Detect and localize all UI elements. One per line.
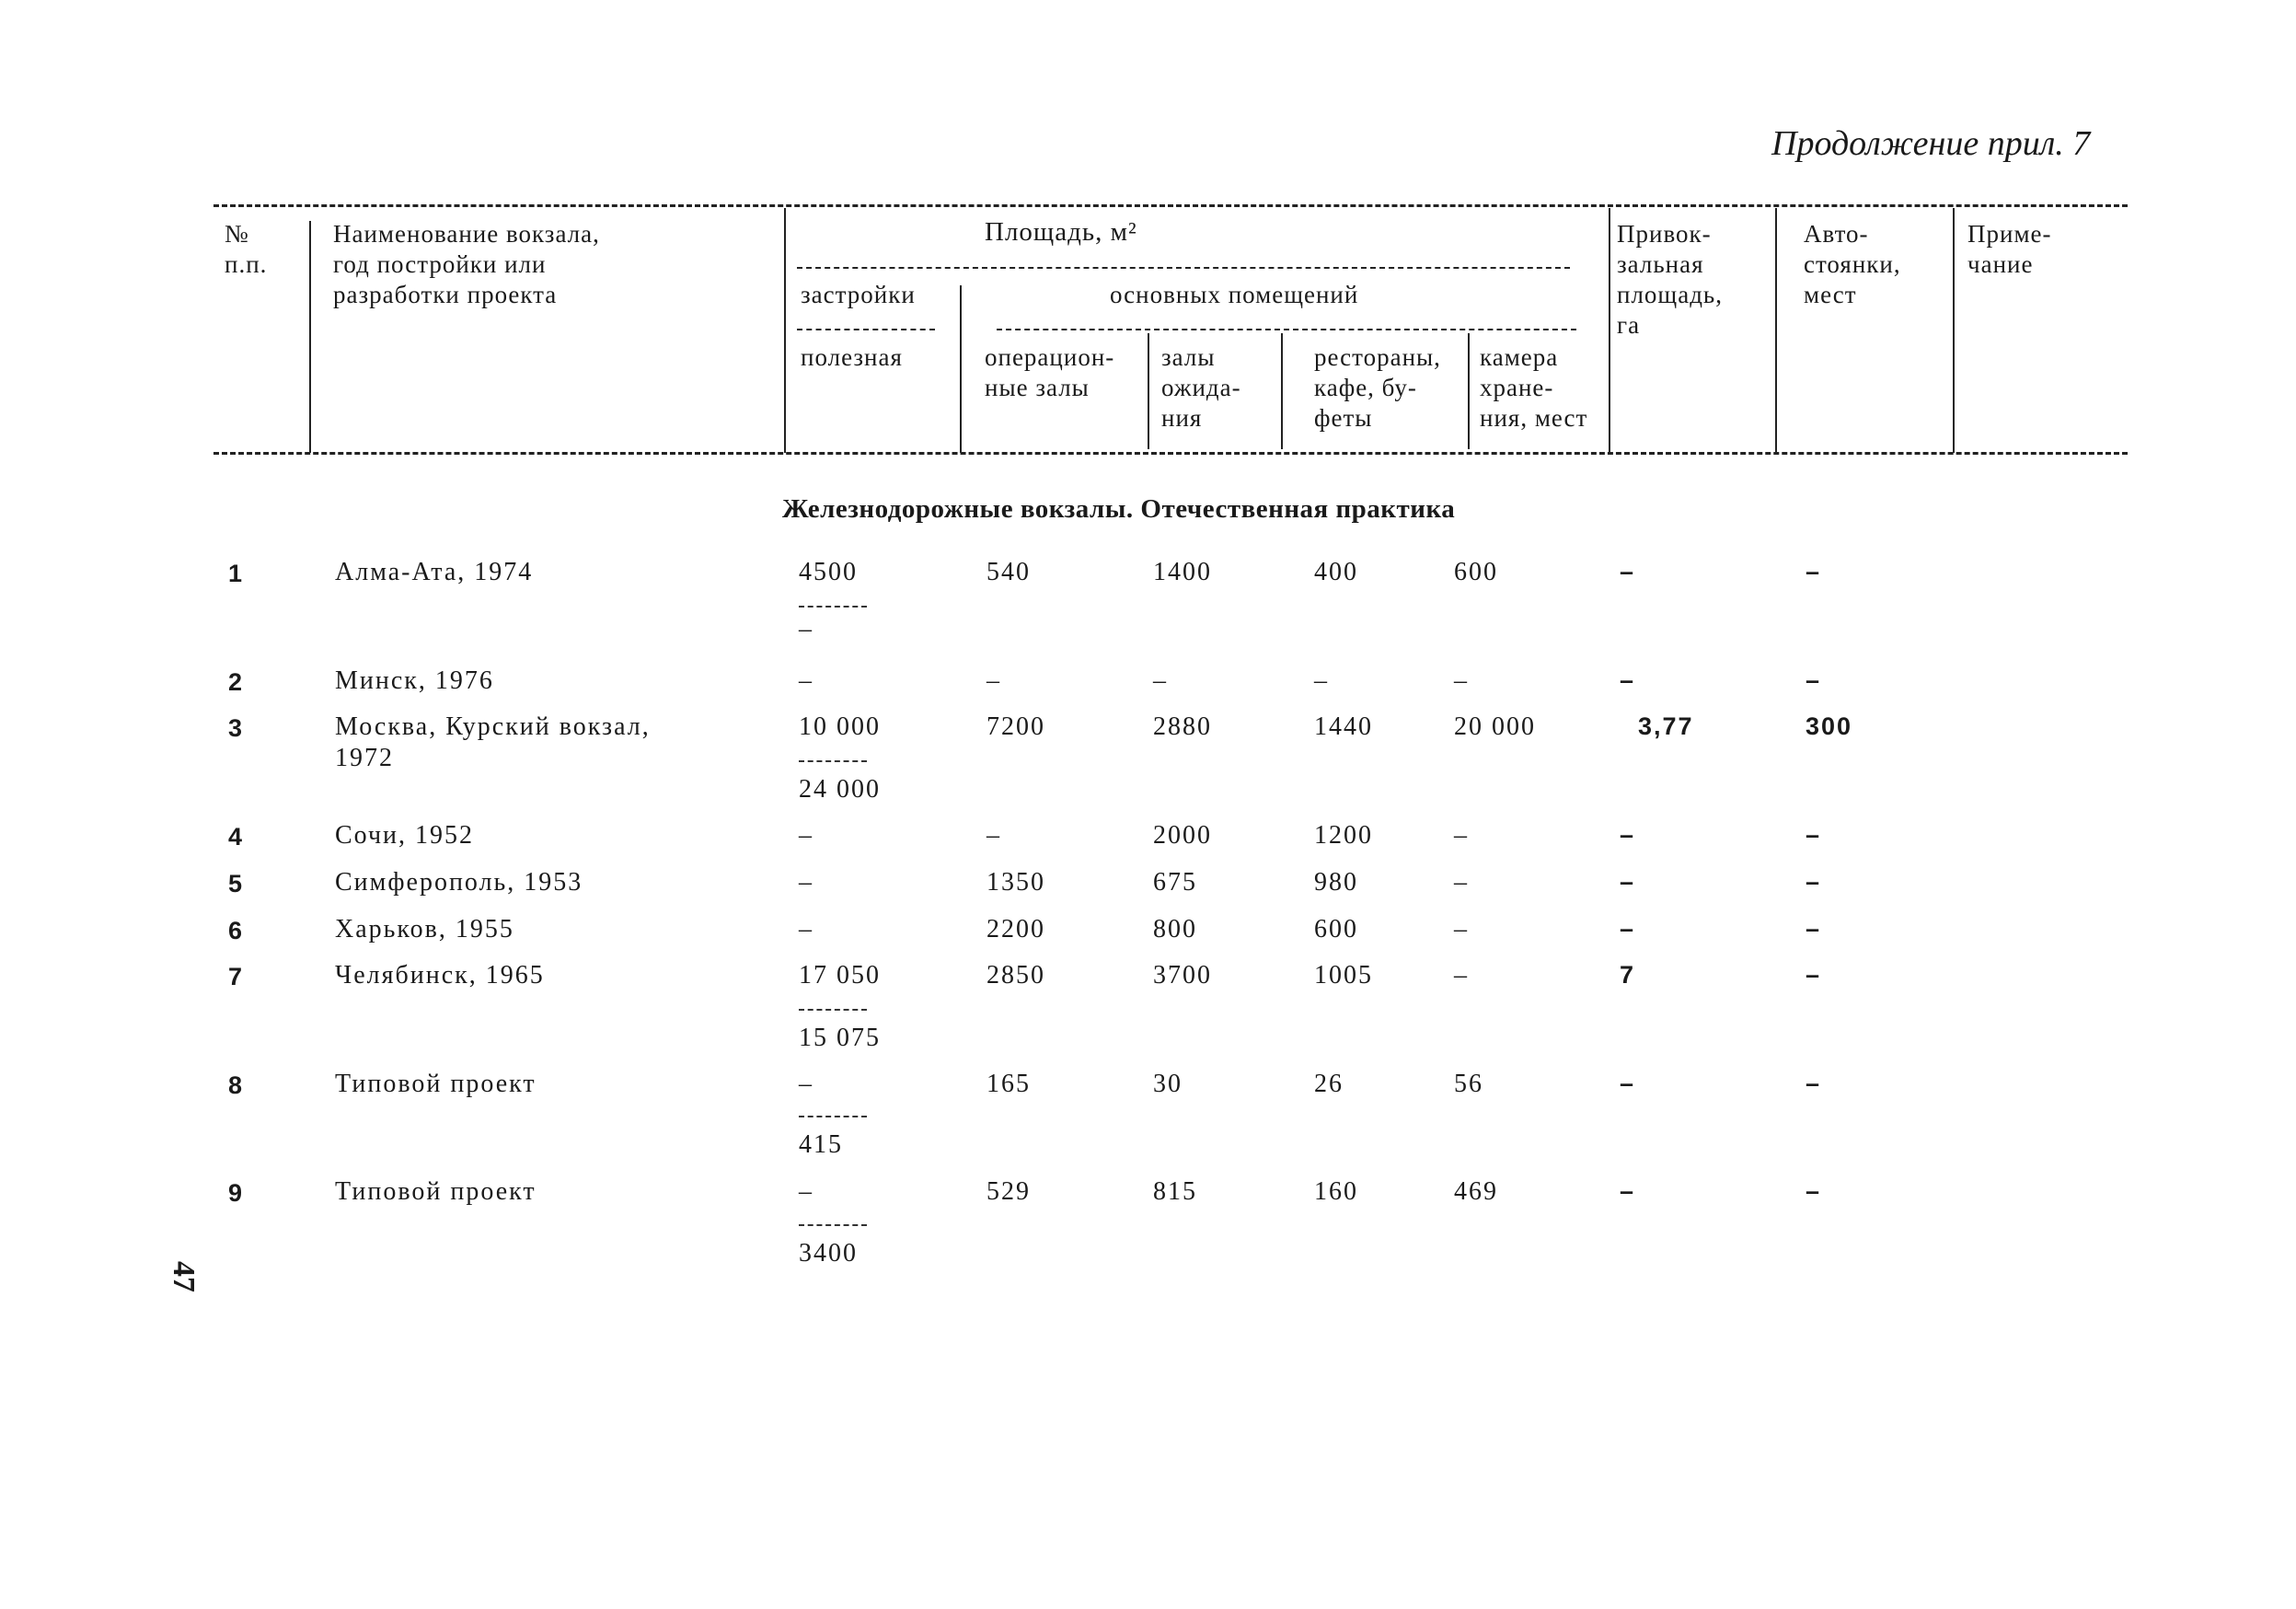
parking-places: – [1806,666,1822,694]
station-year: 1972 [335,744,394,772]
section-title: Железнодорожные вокзалы. Отечественная практика [782,494,1456,524]
row-number: 5 [228,870,245,897]
header-storage: камера хране- ния, мест [1480,343,1588,432]
parking-places: – [1806,821,1822,849]
storage-places: – [1454,915,1469,943]
fraction-line [799,1224,867,1226]
parking-places: – [1806,915,1822,943]
waiting-area: 1400 [1153,558,1212,586]
station-name: Алма-Ата, 1974 [335,558,534,586]
op-halls-area: 540 [986,558,1031,586]
station-name: Симферополь, 1953 [335,868,583,897]
op-halls-area: 2850 [986,961,1045,990]
square-area: – [1620,1070,1636,1097]
station-name: Типовой проект [335,1070,537,1098]
header-top-rule [213,204,2128,207]
square-area: 7 [1620,961,1636,989]
restaurants-area: 26 [1314,1070,1344,1098]
row-number: 4 [228,823,245,851]
built-area: – [799,868,813,897]
fraction-line [799,760,867,762]
storage-places: – [1454,961,1469,990]
parking-places: 300 [1806,712,1853,740]
restaurants-area: 400 [1314,558,1358,586]
square-area: – [1620,868,1636,896]
storage-places: – [1454,666,1469,695]
row-number: 3 [228,714,245,742]
col-divider [784,208,786,453]
useful-area: 3400 [799,1239,858,1268]
col-divider [1148,333,1149,449]
storage-places: 469 [1454,1177,1498,1206]
station-name: Харьков, 1955 [335,915,514,943]
header-parking: Авто- стоянки, мест [1804,220,1901,308]
useful-area: 15 075 [799,1024,881,1052]
op-halls-area: 165 [986,1070,1031,1098]
built-area: 4500 [799,558,858,586]
waiting-area: 3700 [1153,961,1212,990]
header-main-rooms: основных помещений [1110,281,1359,308]
parking-places: – [1806,961,1822,989]
waiting-area: – [1153,666,1168,695]
restaurants-area: 1440 [1314,712,1373,741]
useful-area: – [799,615,813,643]
built-area: – [799,915,813,943]
header-num: № п.п. [225,220,268,278]
waiting-area: 675 [1153,868,1197,897]
storage-places: – [1454,868,1469,897]
header-op-halls: операцион- ные залы [985,343,1115,401]
waiting-area: 2000 [1153,821,1212,850]
station-name: Москва, Курский вокзал, [335,712,651,741]
built-area: 10 000 [799,712,881,741]
built-area: 17 050 [799,961,881,990]
storage-places: 20 000 [1454,712,1536,741]
header-square: Привок- зальная площадь, га [1617,220,1723,339]
square-area: – [1620,821,1636,849]
parking-places: – [1806,558,1822,585]
waiting-area: 800 [1153,915,1197,943]
op-halls-area: – [986,821,1001,850]
header-name: Наименование вокзала, год постройки или разработки проекта [333,220,600,308]
restaurants-area: 1200 [1314,821,1373,850]
built-area: – [799,666,813,695]
storage-places: 600 [1454,558,1498,586]
station-name: Сочи, 1952 [335,821,475,850]
row-number: 6 [228,917,245,944]
waiting-area: 815 [1153,1177,1197,1206]
fraction-line [799,1116,867,1117]
header-area: Площадь, м² [985,217,1137,247]
restaurants-area: – [1314,666,1329,695]
storage-places: 56 [1454,1070,1483,1098]
restaurants-area: 1005 [1314,961,1373,990]
col-divider [1953,208,1955,453]
waiting-area: 30 [1153,1070,1183,1098]
row-number: 1 [228,560,245,587]
col-divider [1609,208,1610,453]
page-number: 47 [167,1261,201,1292]
square-area: – [1620,558,1636,585]
station-name: Челябинск, 1965 [335,961,545,990]
square-area: 3,77 [1638,712,1694,740]
op-halls-area: 7200 [986,712,1045,741]
parking-places: – [1806,1177,1822,1205]
parking-places: – [1806,868,1822,896]
area-subrule [797,267,1570,269]
row-number: 8 [228,1071,245,1099]
row-number: 9 [228,1179,245,1207]
parking-places: – [1806,1070,1822,1097]
header-restaurants: рестораны, кафе, бу- феты [1314,343,1441,432]
built-area: – [799,1070,813,1098]
col-divider [1775,208,1777,453]
useful-area: 24 000 [799,775,881,804]
header-note: Приме- чание [1967,220,2052,278]
main-rooms-subrule [997,329,1576,330]
station-name: Минск, 1976 [335,666,494,695]
op-halls-area: 1350 [986,868,1045,897]
restaurants-area: 980 [1314,868,1358,897]
col-divider [309,221,311,453]
header-bottom-rule [213,452,2128,455]
op-halls-area: 529 [986,1177,1031,1206]
fraction-line [799,1009,867,1011]
square-area: – [1620,915,1636,943]
continuation-caption: Продолжение прил. 7 [1771,124,2091,163]
built-area: – [799,821,813,850]
row-number: 7 [228,963,245,990]
header-useful: полезная [801,343,903,371]
header-built: застройки [801,281,916,308]
op-halls-area: 2200 [986,915,1045,943]
station-name: Типовой проект [335,1177,537,1206]
storage-places: – [1454,821,1469,850]
col-divider [1281,333,1283,449]
restaurants-area: 600 [1314,915,1358,943]
header-waiting: залы ожида- ния [1161,343,1241,432]
built-area: – [799,1177,813,1206]
square-area: – [1620,1177,1636,1205]
useful-area: 415 [799,1130,843,1159]
waiting-area: 2880 [1153,712,1212,741]
built-subrule [797,329,935,330]
op-halls-area: – [986,666,1001,695]
restaurants-area: 160 [1314,1177,1358,1206]
square-area: – [1620,666,1636,694]
row-number: 2 [228,668,245,696]
col-divider [1468,333,1470,449]
fraction-line [799,606,867,608]
col-divider [960,285,962,453]
